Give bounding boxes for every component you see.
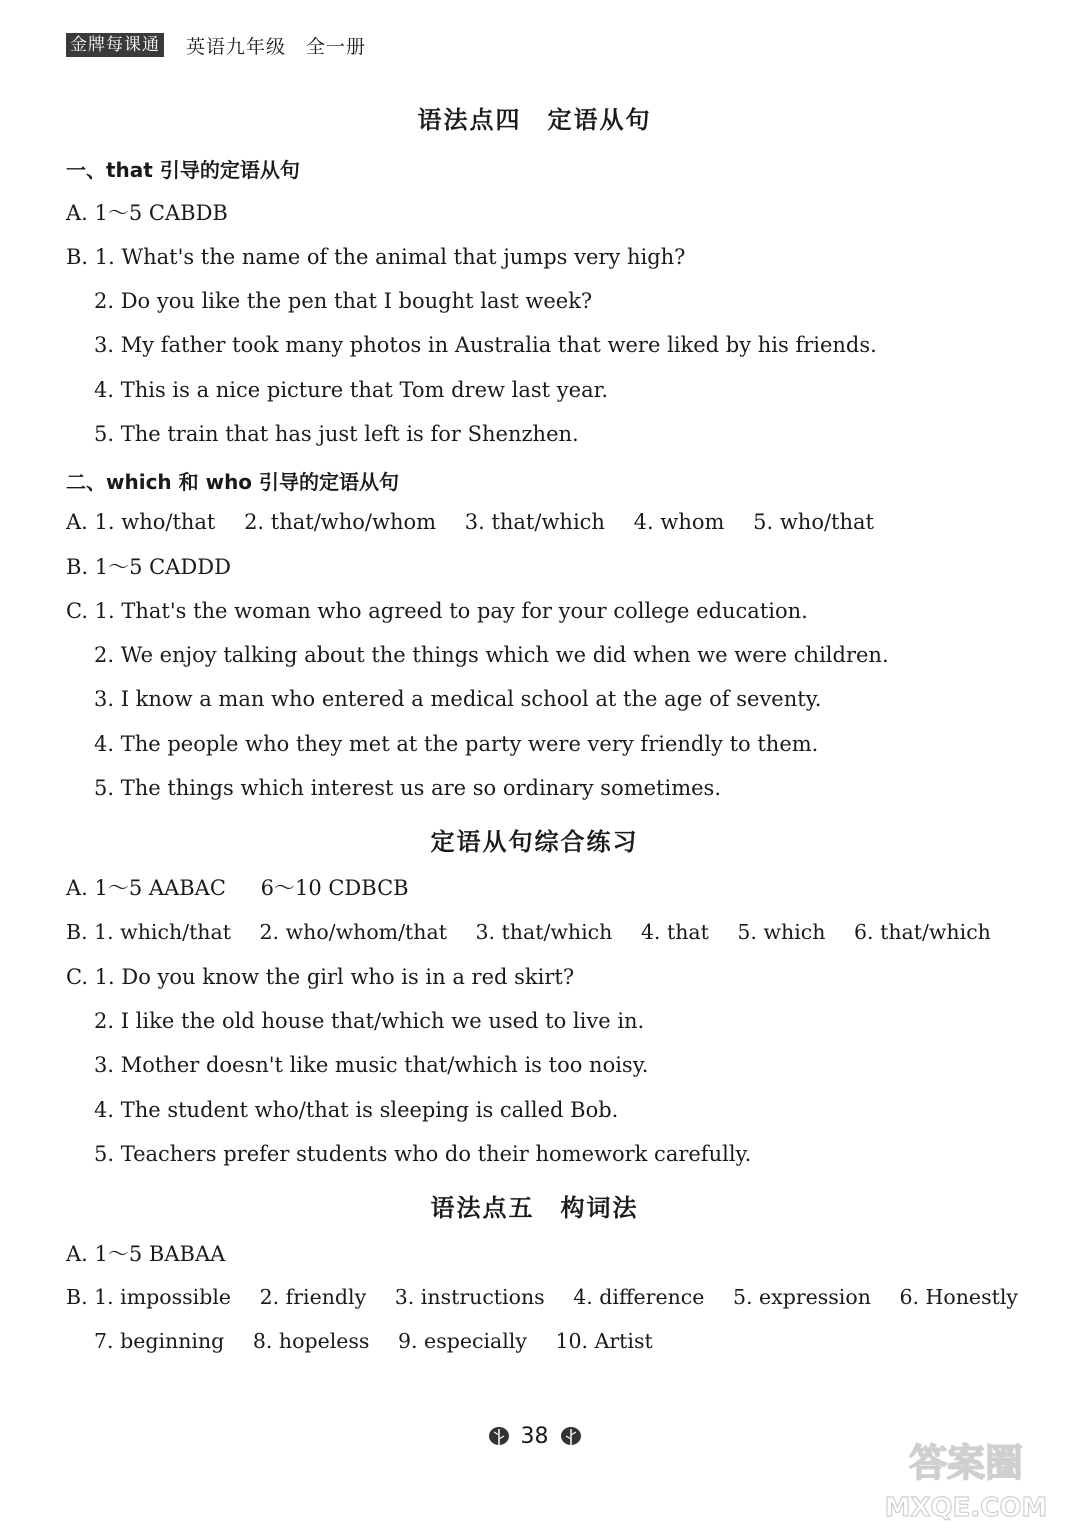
part1-b-line-3: 3. My father took many photos in Australia that were liked by his friends. [94,333,877,357]
practice-c-line-4: 4. The student who/that is sleeping is called Bob. [94,1098,619,1122]
answer-item: 10. Artist [555,1329,653,1353]
answer-item: 2. friendly [259,1285,367,1309]
answer-item: 5. who/that [753,510,874,534]
answer-item: A. 1. who/that [66,510,216,534]
part1-b-line-4: 4. This is a nice picture that Tom drew last year. [94,378,609,402]
answer-item: B. 1. which/that [66,920,231,944]
leaf-left-icon [487,1425,511,1449]
answer-item: 3. that/which [475,920,613,944]
answer-item: 2. who/whom/that [259,920,447,944]
part1-b-line-1: B. 1. What's the name of the animal that jumps very high? [66,245,686,269]
answer-item: A. 1～5 AABAC [66,876,226,900]
g5-b-row-2 [94,1327,653,1355]
answer-item: B. 1. impossible [66,1285,232,1309]
answer-item: 4. that [640,920,709,944]
g5-a-answers: A. 1～5 BABAA [66,1242,226,1266]
part2-c-line-2: 2. We enjoy talking about the things which we did when we were children. [94,643,889,667]
practice-a-answers [66,874,409,902]
answer-item: 4. difference [573,1285,705,1309]
book-subtitle: 英语九年级 全一册 [186,35,367,58]
svg-text:MXQE.COM: MXQE.COM [884,1493,1048,1523]
part1-a-answers: A. 1～5 CABDB [66,201,228,225]
part2-b-answers: B. 1～5 CADDD [66,555,231,579]
practice-title: 定语从句综合练习 [430,828,639,856]
practice-c-line-2: 2. I like the old house that/which we used to live in. [94,1009,645,1033]
part1-b-line-5: 5. The train that has just left is for Shenzhen. [94,422,579,446]
site-watermark-logo [881,1430,1051,1526]
part2-c-line-4: 4. The people who they met at the party were very friendly to them. [94,732,819,756]
practice-c-line-1: C. 1. Do you know the girl who is in a red skirt? [66,965,575,989]
practice-c-line-5: 5. Teachers prefer students who do their homework carefully. [94,1142,752,1166]
grammar-point-5-title: 语法点五 构词法 [430,1194,639,1222]
part2-title: 二、which 和 who 引导的定语从句 [66,470,400,494]
answer-item: 3. instructions [394,1285,545,1309]
svg-text:答案圈: 答案圈 [908,1441,1024,1485]
page-number: 38 [520,1424,549,1449]
answer-item: 3. that/which [464,510,605,534]
answer-item: 7. beginning [94,1329,225,1353]
part2-c-line-1: C. 1. That's the woman who agreed to pay for your college education. [66,599,808,623]
g5-b-row-1 [66,1283,1018,1311]
part1-b-line-2: 2. Do you like the pen that I bought last week? [94,289,593,313]
answer-item: 6. that/which [854,920,991,944]
part2-c-line-5: 5. The things which interest us are so ordinary sometimes. [94,776,721,800]
grammar-point-4-title: 语法点四 定语从句 [417,106,652,134]
answer-item: 6. Honestly [899,1285,1018,1309]
practice-c-line-3: 3. Mother doesn't like music that/which is too noisy. [94,1053,649,1077]
part1-title: 一、that 引导的定语从句 [66,158,300,182]
series-brand: 金牌每课通 [66,33,164,57]
answer-item: 2. that/who/whom [244,510,437,534]
answer-item: 8. hopeless [252,1329,370,1353]
answer-item: 4. whom [633,510,725,534]
answer-item: 6～10 CDBCB [260,876,409,900]
leaf-right-icon [559,1425,583,1449]
answer-item: 5. expression [732,1285,871,1309]
answer-item: 5. which [737,920,826,944]
practice-b-answers [66,918,991,946]
part2-a-answers [66,508,874,536]
answer-item: 9. especially [397,1329,527,1353]
running-header [66,33,366,57]
part2-c-line-3: 3. I know a man who entered a medical school at the age of seventy. [94,687,822,711]
